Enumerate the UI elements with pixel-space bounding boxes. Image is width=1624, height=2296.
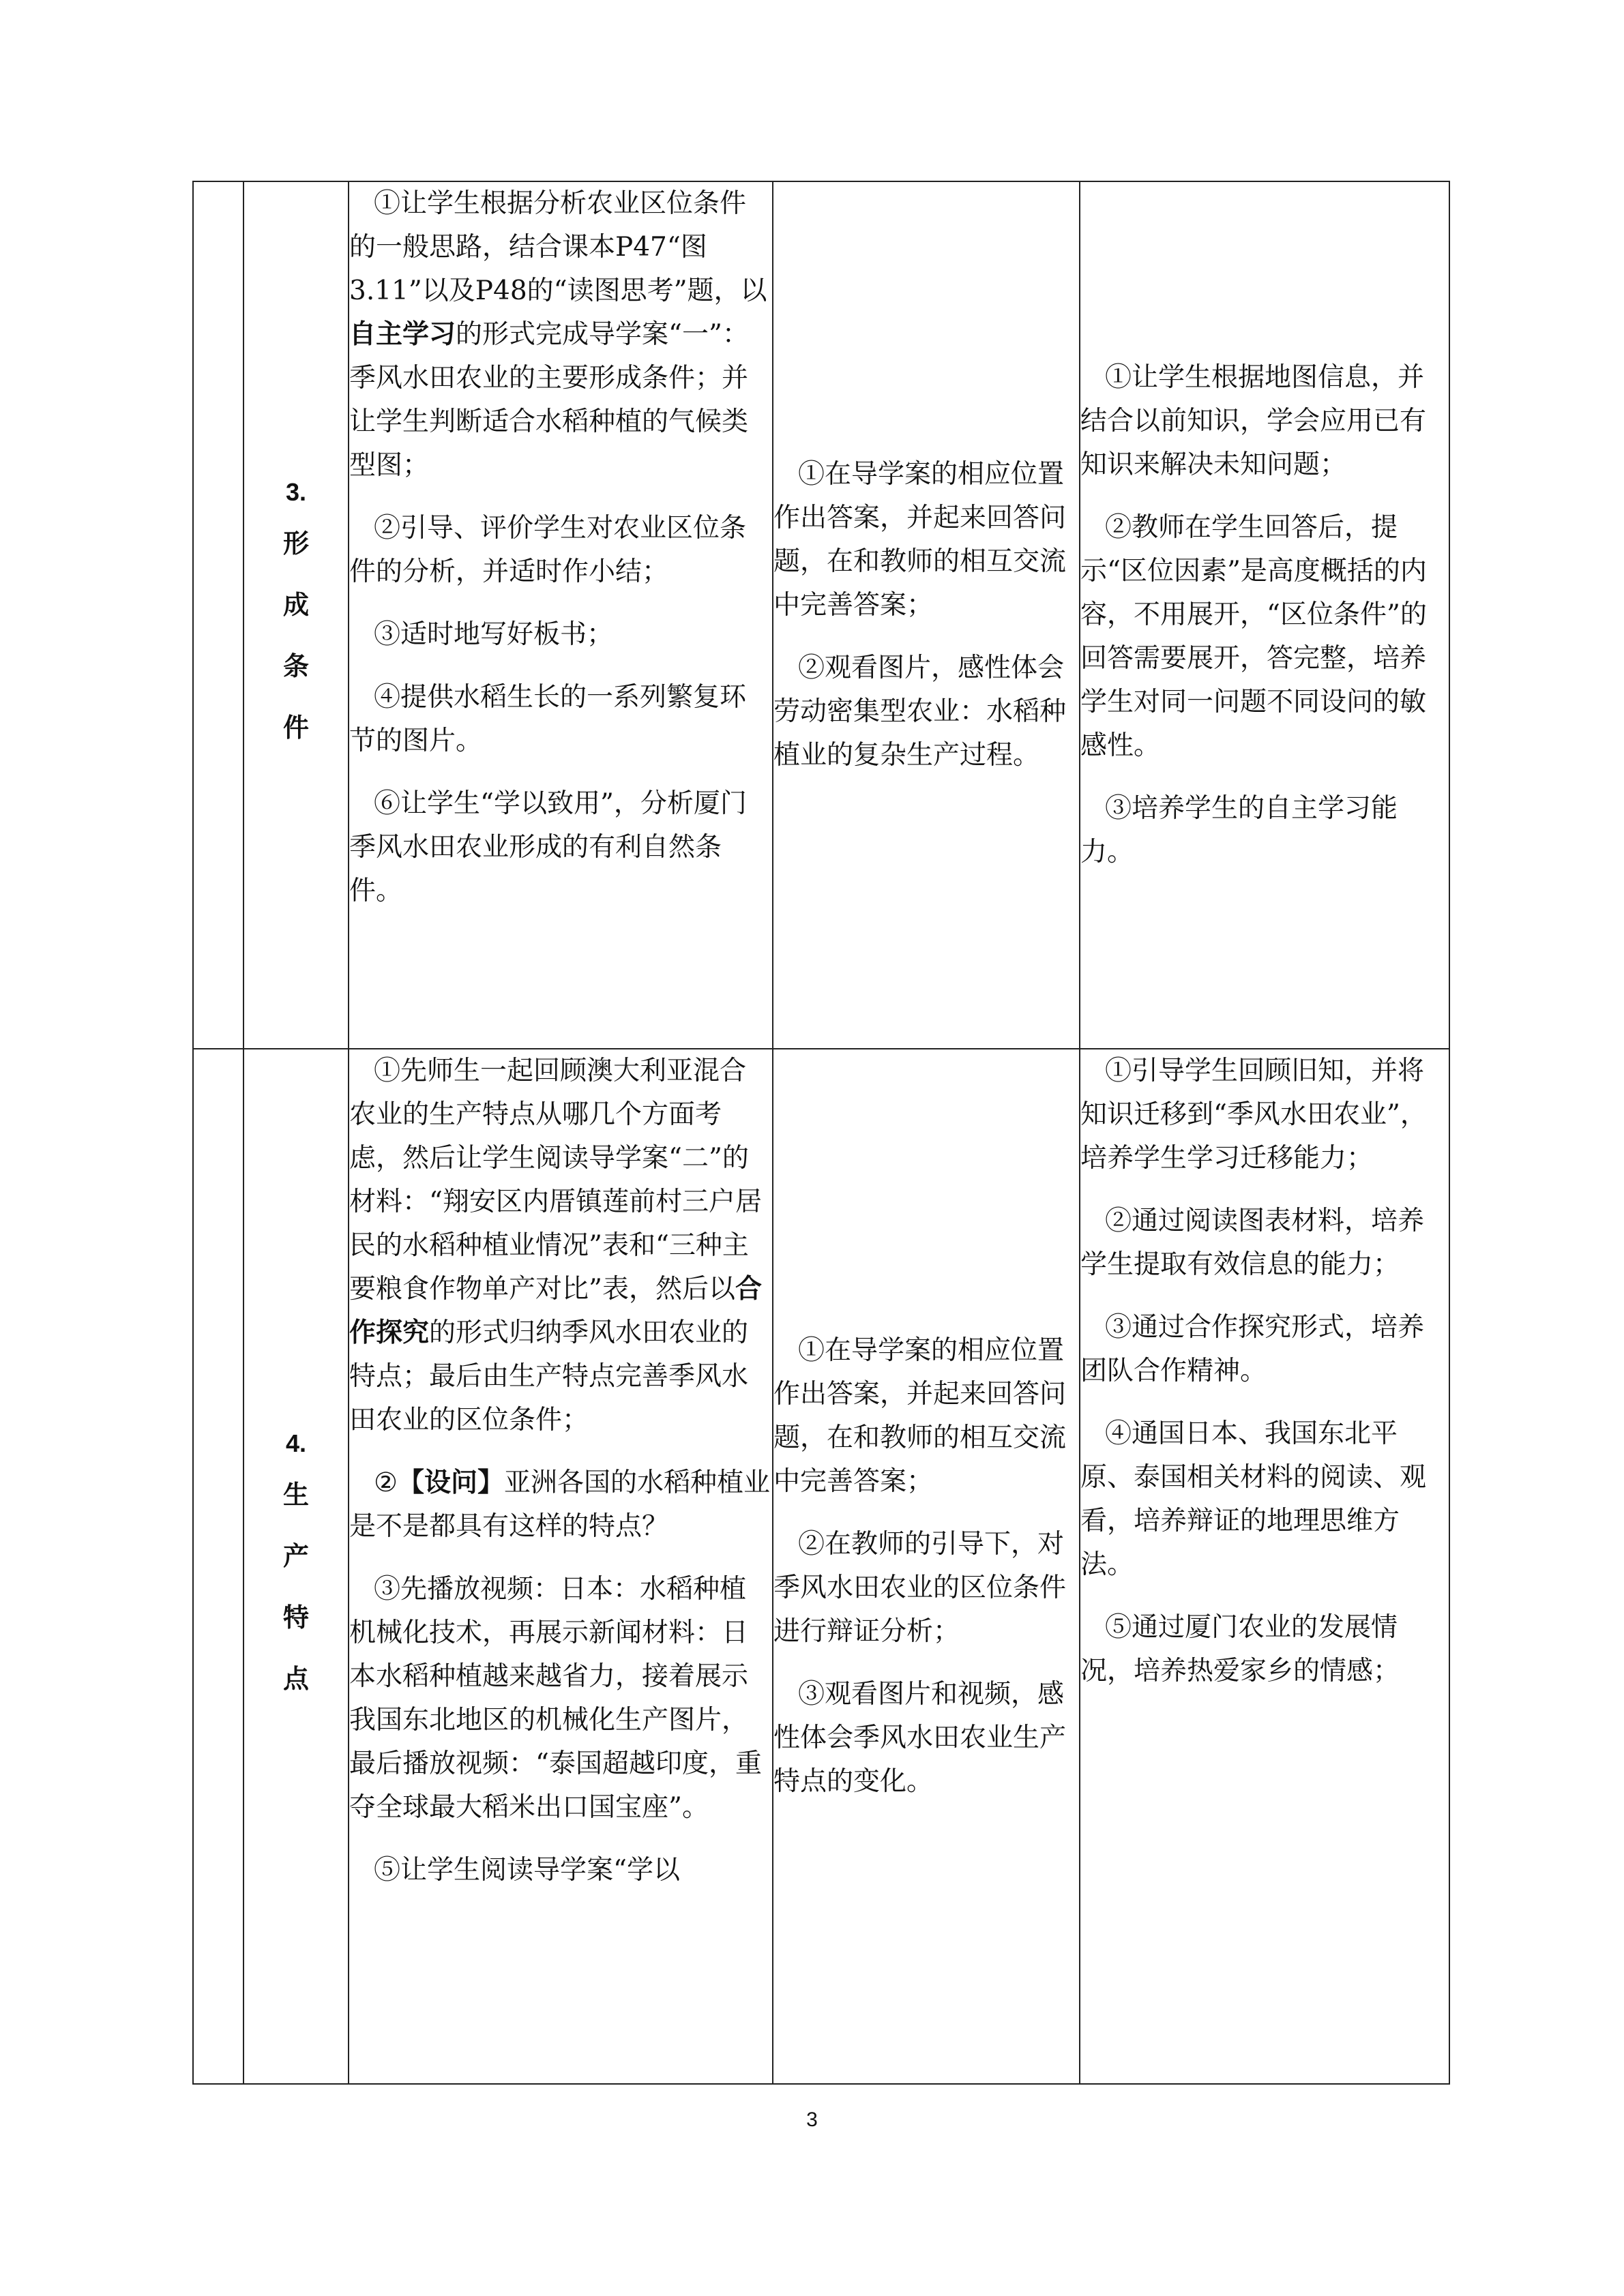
intent-paragraph: ①引导学生回顾旧知，并将知识迁移到“季风水田农业”，培养学生学习迁移能力；	[1080, 1056, 1427, 1174]
intent-paragraph: ⑤通过厦门农业的发展情况，培养热爱家乡的情感；	[1080, 1612, 1400, 1686]
student-paragraph: ③观看图片和视频，感性体会季风水田农业生产特点的变化。	[773, 1679, 1067, 1797]
student-paragraph: ①在导学案的相应位置作出答案，并起来回答问题，在和教师的相互交流中完善答案；	[773, 459, 1067, 621]
teacher-paragraph: ③先播放视频：日本：水稻种植机械化技术，再展示新闻材料：日本水稻种植越来越省力，接着展示我国东北地区的机械化生产图片，最后播放视频：“泰国超越印度，重夺全球最大稻米出口国宝座”。	[349, 1574, 762, 1823]
bold-phrase: 合作探究	[349, 1274, 762, 1348]
teacher-paragraph: ②引导、评价学生对农业区位条件的分析，并适时作小结；	[349, 513, 747, 587]
bold-phrase: 【设问】	[397, 1467, 504, 1498]
intent-paragraph: ③培养学生的自主学习能力。	[1080, 793, 1398, 867]
teacher-activity-cell	[349, 1049, 773, 2084]
section-title-cell	[243, 181, 349, 1049]
design-intent-cell	[1080, 181, 1449, 1049]
intent-paragraph: ④通国日本、我国东北平原、泰国相关材料的阅读、观看，培养辩证的地理思维方法。	[1080, 1418, 1427, 1580]
intent-paragraph: ③通过合作探究形式，培养团队合作精神。	[1080, 1312, 1425, 1386]
teacher-paragraph: ①让学生根据分析农业区位条件的一般思路，结合课本P47“图3.11”以及P48的“读图思考”题，以自主学习的形式完成导学案“一”：季风水田农业的主要形成条件；并让学生判断适合水稻种植的气候类型图；	[349, 188, 767, 481]
teacher-paragraph: ⑥让学生“学以致用”，分析厦门季风水田农业形成的有利自然条件。	[349, 788, 747, 906]
student-paragraph: ②观看图片，感性体会劳动密集型农业：水稻种植业的复杂生产过程。	[773, 653, 1067, 771]
section-char: 特	[282, 1602, 309, 1632]
section-char: 条	[282, 651, 309, 681]
left-margin-cell	[193, 1049, 243, 2084]
design-intent-cell	[1080, 1049, 1449, 2084]
intent-paragraph: ②通过阅读图表材料，培养学生提取有效信息的能力；	[1080, 1206, 1425, 1280]
section-char: 形	[282, 528, 309, 558]
bold-phrase: 自主学习	[349, 319, 456, 350]
section-number: 4.	[285, 1429, 307, 1457]
student-activity-cell	[773, 1049, 1080, 2084]
lesson-plan-table	[192, 181, 1450, 2085]
left-margin-cell	[193, 181, 243, 1049]
section-title-cell	[243, 1049, 349, 2084]
teacher-paragraph: ⑤让学生阅读导学案“学以	[374, 1855, 680, 1885]
section-number: 3.	[285, 478, 307, 506]
page-number: 3	[806, 2108, 818, 2131]
student-activity-cell	[773, 181, 1080, 1049]
table-row	[193, 1049, 1449, 2084]
intent-paragraph: ①让学生根据地图信息，并结合以前知识，学会应用已有知识来解决未知问题；	[1080, 362, 1427, 480]
student-paragraph: ①在导学案的相应位置作出答案，并起来回答问题，在和教师的相互交流中完善答案；	[773, 1335, 1067, 1497]
teacher-paragraph: ③适时地写好板书；	[374, 619, 614, 650]
student-paragraph: ②在教师的引导下，对季风水田农业的区位条件进行辩证分析；	[773, 1529, 1067, 1647]
section-char: 件	[282, 713, 309, 743]
table-row	[193, 181, 1449, 1049]
section-char: 产	[282, 1541, 309, 1571]
section-char: 点	[282, 1664, 309, 1694]
teacher-activity-cell	[349, 181, 773, 1049]
teacher-paragraph: ④提供水稻生长的一系列繁复环节的图片。	[349, 682, 747, 756]
section-char: 生	[282, 1480, 309, 1510]
teacher-paragraph: ②【设问】亚洲各国的水稻种植业是不是都具有这样的特点？	[349, 1467, 770, 1542]
section-char: 成	[282, 590, 309, 620]
teacher-paragraph: ①先师生一起回顾澳大利亚混合农业的生产特点从哪几个方面考虑，然后让学生阅读导学案“二”的材料：“翔安区内厝镇莲前村三户居民的水稻种植业情况”表和“三种主要粮食作物单产对比”表，然后以合作探究的形式归纳季风水田农业的特点；最后由生产特点完善季风水田农业的区位条件；	[349, 1056, 762, 1435]
intent-paragraph: ②教师在学生回答后，提示“区位因素”是高度概括的内容，不用展开，“区位条件”的回答需要展开，答完整，培养学生对同一问题不同设问的敏感性。	[1080, 512, 1427, 761]
